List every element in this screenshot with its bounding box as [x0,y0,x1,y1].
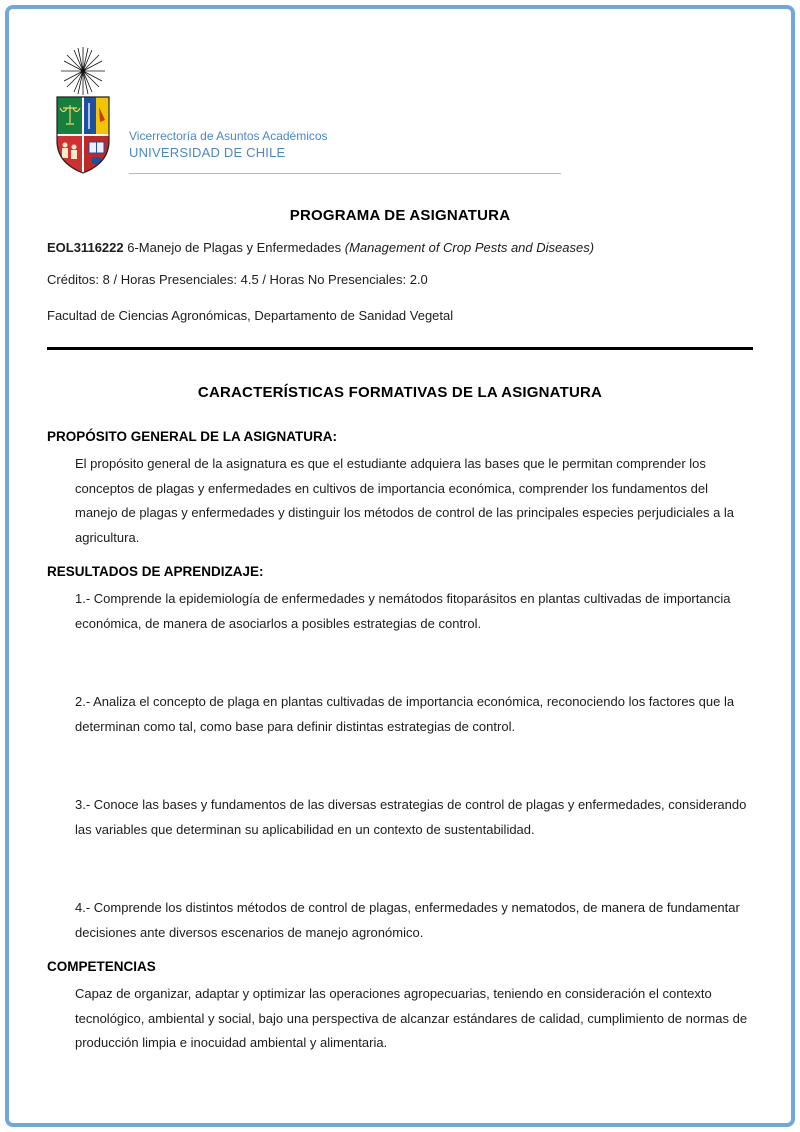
document-title: PROGRAMA DE ASIGNATURA [289,207,511,224]
document-header [47,45,753,177]
section-heading-competencias: COMPETENCIAS [47,959,156,974]
course-name: 6-Manejo de Plagas y Enfermedades [123,240,345,255]
resultado-item-4: 4.- Comprende los distintos métodos de control de plagas, enfermedades y nematodos, de manera de fundamentar decisiones ante diversos escenarios de manejo agronómico. [75,900,740,940]
competencias-paragraph: Capaz de organizar, adaptar y optimizar las operaciones agropecuarias, teniendo en consideración el contexto tecnológico, ambiental y social, bajo una perspectiva de alcanzar estándares de calidad, cumplimiento de normas de producción limpia e inocuidad ambiental y alimentaria. [75,986,748,1050]
faculty-line: Facultad de Ciencias Agronómicas, Departamento de Sanidad Vegetal [47,308,454,323]
resultado-item-2: 2.- Analiza el concepto de plaga en plantas cultivadas de importancia económica, reconociendo los factores que la determinan como tal, como base para definir distintas estrategias de control. [75,694,735,734]
credits-line: Créditos: 8 / Horas Presenciales: 4.5 / Horas No Presenciales: 2.0 [47,272,428,287]
course-code: EOL3116222 [47,240,124,255]
proposito-paragraph: El propósito general de la asignatura es que el estudiante adquiera las bases que le permitan comprender los conceptos de plagas y enfermedades en cultivos de importancia económica, comprender los fundamentos del manejo de plagas y enfermedades y distinguir los métodos de control de las principales especies perjudiciales a la agricultura. [75,456,735,545]
section-proposito-general [47,429,753,550]
header-text-block [129,45,753,174]
header-divider [129,173,561,174]
section-heading-proposito: PROPÓSITO GENERAL DE LA ASIGNATURA: [47,429,338,444]
course-title-line [47,240,753,255]
section-heading-resultados: RESULTADOS DE APRENDIZAJE: [47,564,264,579]
resultado-item-3: 3.- Conoce las bases y fundamentos de las diversas estrategias de control de plagas y enfermedades, considerando las variables que determinan su aplicabilidad en un contexto de sustentabilidad. [75,797,747,837]
org-subtitle: Vicerrectoría de Asuntos Académicos [129,129,328,143]
section-divider-rule [47,347,753,350]
section-competencias [47,959,753,1056]
section-main-title: CARACTERÍSTICAS FORMATIVAS DE LA ASIGNATURA [197,384,603,401]
course-name-english: (Management of Crop Pests and Diseases) [344,240,595,255]
org-title: UNIVERSIDAD DE CHILE [129,145,286,160]
resultado-item-1: 1.- Comprende la epidemiología de enfermedades y nemátodos fitoparásitos en plantas cultivadas de importancia económica, de manera de asociarlos a posibles estrategias de control. [75,591,731,631]
section-resultados-aprendizaje [47,564,753,945]
universidad-de-chile-crest-icon [47,45,119,177]
